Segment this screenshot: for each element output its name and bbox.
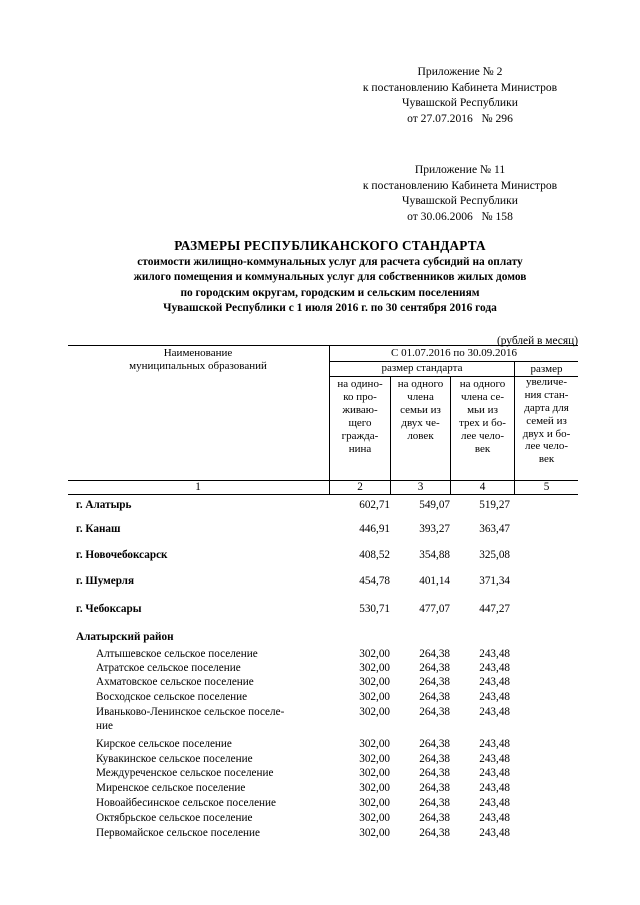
header-line: увеличе-: [526, 375, 567, 388]
value-single: 454,78: [359, 575, 390, 587]
settlement-name: Кирское сельское поселение: [96, 738, 232, 750]
value-single: 602,71: [359, 499, 390, 511]
header-line: ко про-: [343, 390, 377, 403]
settlement-name: Ахматовское сельское поселение: [96, 676, 254, 688]
value-two: 264,38: [419, 691, 450, 703]
value-three: 243,48: [479, 753, 510, 765]
city-name: г. Алатырь: [76, 499, 132, 511]
col1-header: [68, 347, 328, 373]
appendix-date: от 27.07.2016 № 296: [407, 111, 513, 125]
header-line: муниципальных образований: [129, 359, 267, 372]
value-three: 243,48: [479, 676, 510, 688]
table-row-city: [0, 498, 640, 512]
header-line: члена: [407, 390, 434, 403]
value-single: 302,00: [359, 662, 390, 674]
table-row-settlement: [0, 690, 640, 704]
appendix-number: Приложение № 2: [417, 65, 503, 78]
header-line: на одного: [459, 378, 506, 390]
settlement-name: Атратское сельское поселение: [96, 662, 241, 674]
header-line: дарта для: [524, 401, 569, 414]
value-two: 264,38: [419, 706, 450, 718]
settlement-name-continuation: ние: [96, 720, 113, 732]
table-row-settlement: [0, 705, 640, 733]
value-two: 401,14: [419, 575, 450, 587]
period-header: С 01.07.2016 по 30.09.2016: [391, 347, 517, 359]
value-three: 243,48: [479, 691, 510, 703]
settlement-name: Октябрьское сельское поселение: [96, 812, 253, 824]
value-two: 354,88: [419, 549, 450, 561]
column-number: 4: [479, 481, 486, 493]
value-three: 243,48: [479, 706, 510, 718]
header-line: век: [474, 442, 491, 455]
table-row-settlement: [0, 675, 640, 689]
table-row-settlement: [0, 661, 640, 675]
value-three: 243,48: [479, 648, 510, 660]
header-line: семьи из: [400, 403, 441, 416]
value-single: 302,00: [359, 767, 390, 779]
col3-header: [391, 378, 450, 443]
subtitle-line: жилого помещения и коммунальных услуг для собственников жилых домов: [133, 271, 527, 284]
value-three: 243,48: [479, 812, 510, 824]
value-single: 302,00: [359, 676, 390, 688]
table-top-border: [68, 345, 578, 346]
value-two: 264,38: [419, 827, 450, 839]
settlement-name: Восходское сельское поселение: [96, 691, 248, 703]
table-row-settlement: [0, 796, 640, 810]
value-three: 325,08: [479, 549, 510, 561]
value-two: 264,38: [419, 812, 450, 824]
value-two: 393,27: [419, 523, 450, 535]
value-single: 302,00: [359, 797, 390, 809]
city-name: г. Шумерля: [76, 575, 135, 587]
unit-label: (рублей в месяц): [496, 335, 578, 347]
colnum-bottom-border: [68, 494, 578, 495]
value-three: 243,48: [479, 767, 510, 779]
value-single: 302,00: [359, 827, 390, 839]
header-line: мьи из: [467, 403, 498, 416]
header-line: трех и бо-: [459, 416, 506, 429]
settlement-name: Миренское сельское поселение: [96, 782, 246, 794]
value-single: 302,00: [359, 782, 390, 794]
column-number: 1: [195, 481, 201, 493]
settlement-name: Новоайбесинское сельское поселение: [96, 797, 276, 809]
appendix-header-current: [330, 64, 590, 126]
value-two: 264,38: [419, 753, 450, 765]
appendix-header-original: [330, 162, 590, 224]
value-two: 264,38: [419, 676, 450, 688]
value-two: 264,38: [419, 648, 450, 660]
column-number: 3: [417, 481, 424, 493]
column-number: 5: [543, 481, 550, 493]
header-line: лее чело-: [460, 429, 505, 442]
appendix-ref: к постановлению Кабинета Министров: [362, 80, 558, 94]
table-row-settlement: [0, 752, 640, 766]
value-two: 264,38: [419, 782, 450, 794]
settlement-name: Кувакинское сельское поселение: [96, 753, 253, 765]
header-line: щего: [348, 416, 372, 429]
header-line: нина: [348, 442, 372, 455]
settlement-name: Алтышевское сельское поселение: [96, 648, 258, 660]
value-two: 264,38: [419, 767, 450, 779]
appendix-republic: Чувашской Республики: [402, 194, 518, 207]
value-two: 264,38: [419, 797, 450, 809]
value-three: 243,48: [479, 797, 510, 809]
district-heading: Алатырский район: [76, 631, 174, 643]
table-row-settlement: [0, 826, 640, 840]
header-line: живаю-: [342, 403, 378, 416]
value-single: 302,00: [359, 648, 390, 660]
col5-header: [515, 363, 578, 466]
header-line: члена се-: [461, 390, 504, 403]
value-three: 371,34: [479, 575, 510, 587]
header-line: лее чело-: [524, 440, 569, 453]
table-row-city: [0, 548, 640, 562]
value-three: 519,27: [479, 499, 510, 511]
header-line: гражда-: [341, 429, 379, 442]
value-single: 302,00: [359, 691, 390, 703]
appendix-date: от 30.06.2006 № 158: [407, 209, 513, 223]
col4-header: [451, 378, 514, 455]
header-line: на одино-: [337, 378, 383, 390]
table-row-city: [0, 602, 640, 616]
standard-header: размер стандарта: [381, 362, 463, 374]
value-two: 477,07: [419, 603, 450, 615]
header-line: двух че-: [401, 416, 440, 429]
value-single: 530,71: [359, 603, 390, 615]
value-two: 264,38: [419, 738, 450, 750]
city-name: г. Чебоксары: [76, 603, 142, 615]
value-three: 363,47: [479, 523, 510, 535]
table-row-settlement: [0, 766, 640, 780]
header-line: Наименование: [163, 347, 233, 359]
header-line: ловек: [407, 429, 434, 442]
settlement-name: Иваньково-Ленинское сельское поселе-: [96, 706, 285, 718]
value-single: 302,00: [359, 706, 390, 718]
header-line: век: [538, 453, 555, 466]
header-line: двух и бо-: [522, 427, 571, 440]
subtitle-line: по городским округам, городским и сельским поселениям: [180, 286, 480, 299]
table-row-settlement: [0, 781, 640, 795]
value-three: 447,27: [479, 603, 510, 615]
settlement-name: Междуреченское сельское поселение: [96, 767, 274, 779]
table-row-city: [0, 522, 640, 536]
header-line: ния стан-: [524, 388, 569, 401]
header-line: размер: [530, 363, 563, 375]
appendix-ref: к постановлению Кабинета Министров: [362, 178, 558, 192]
document-title: РАЗМЕРЫ РЕСПУБЛИКАНСКОГО СТАНДАРТА: [174, 238, 486, 253]
value-three: 243,48: [479, 827, 510, 839]
subtitle-line: стоимости жилищно-коммунальных услуг для расчета субсидий на оплату: [137, 256, 523, 268]
column-number: 2: [357, 481, 363, 493]
value-three: 243,48: [479, 782, 510, 794]
table-row-settlement: [0, 811, 640, 825]
value-single: 408,52: [359, 549, 390, 561]
appendix-republic: Чувашской Республики: [402, 96, 518, 109]
appendix-number: Приложение № 11: [414, 163, 506, 176]
header-line: семей из: [526, 414, 567, 427]
subtitle-line: Чувашской Республики с 1 июля 2016 г. по 30 сентября 2016 года: [163, 301, 497, 314]
col2-header: [330, 378, 390, 455]
value-three: 243,48: [479, 738, 510, 750]
city-name: г. Новочебоксарск: [76, 549, 168, 561]
value-two: 264,38: [419, 662, 450, 674]
table-row-city: [0, 574, 640, 588]
value-single: 446,91: [359, 523, 390, 535]
table-row-settlement: [0, 737, 640, 751]
value-single: 302,00: [359, 812, 390, 824]
value-two: 549,07: [419, 499, 450, 511]
document-subtitle: [40, 255, 620, 316]
value-three: 243,48: [479, 662, 510, 674]
settlement-name: Первомайское сельское поселение: [96, 827, 260, 839]
city-name: г. Канаш: [76, 523, 121, 535]
value-single: 302,00: [359, 753, 390, 765]
header-line: на одного: [397, 378, 444, 390]
value-single: 302,00: [359, 738, 390, 750]
table-row-settlement: [0, 647, 640, 661]
